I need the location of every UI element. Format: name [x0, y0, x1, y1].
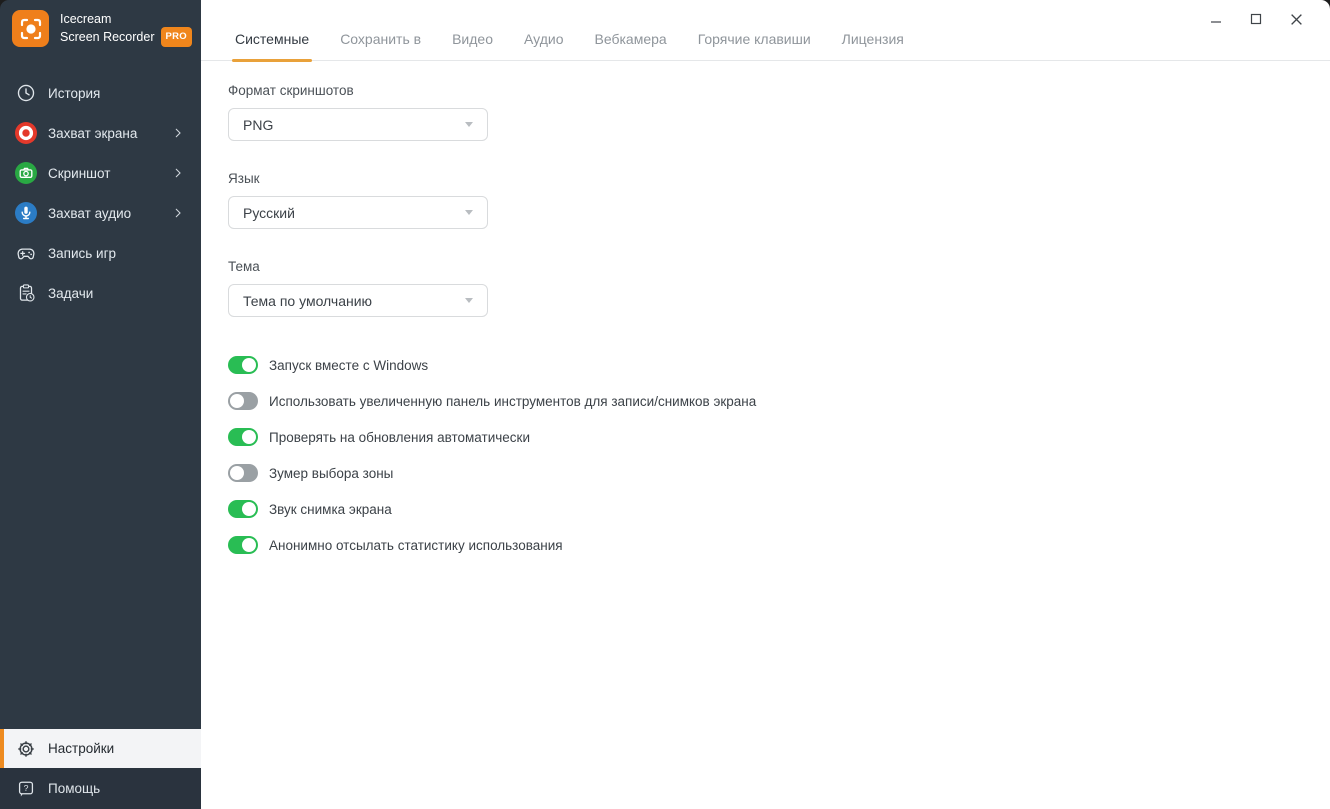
toggle-knob	[230, 466, 244, 480]
screenshot-format-group	[228, 83, 1330, 141]
toggle-label: Использовать увеличенную панель инструментов для записи/снимков экрана	[269, 393, 757, 409]
chevron-down-icon	[465, 122, 473, 127]
sidebar-item-label: Задачи	[48, 285, 94, 301]
screenshot-format-value: PNG	[243, 116, 274, 133]
sidebar-spacer	[0, 313, 201, 729]
toggle-row-screenshot-sound	[228, 491, 1330, 527]
gear-icon	[14, 737, 38, 761]
sidebar-item-label: Захват аудио	[48, 205, 132, 221]
chevron-right-icon	[171, 206, 185, 220]
tab-audio[interactable]: Аудио	[524, 31, 564, 47]
toggle-label: Запуск вместе с Windows	[269, 357, 429, 373]
app-logo-icon	[12, 10, 49, 47]
toggle-knob	[242, 430, 256, 444]
settings-tabbar	[201, 31, 1330, 61]
toggle-switch-big-toolbar[interactable]	[228, 392, 258, 410]
toggle-switch-zone-buzzer[interactable]	[228, 464, 258, 482]
sidebar-item-label: Настройки	[48, 741, 115, 756]
app-title-line1: Icecream	[60, 11, 112, 26]
toggle-knob	[242, 502, 256, 516]
toggle-row-big-toolbar	[228, 383, 1330, 419]
sidebar-item-label: Помощь	[48, 781, 101, 796]
tab-video[interactable]: Видео	[452, 31, 493, 47]
svg-text:?: ?	[23, 782, 29, 793]
toggle-label: Звук снимка экрана	[269, 501, 392, 517]
microphone-icon	[14, 201, 38, 225]
toggle-switch-auto-updates[interactable]	[228, 428, 258, 446]
app-title-line2: Screen Recorder	[60, 29, 155, 44]
chevron-right-icon	[171, 166, 185, 180]
toggle-switch-anonymous-stats[interactable]	[228, 536, 258, 554]
sidebar-item-audio-capture[interactable]	[0, 193, 201, 233]
toggle-row-autostart	[228, 347, 1330, 383]
screenshot-format-select[interactable]	[228, 108, 488, 141]
sidebar-item-tasks[interactable]	[0, 273, 201, 313]
chevron-down-icon	[465, 210, 473, 215]
maximize-button[interactable]	[1236, 6, 1276, 32]
history-clock-icon	[14, 81, 38, 105]
tab-hotkeys[interactable]: Горячие клавиши	[697, 31, 811, 47]
app-logo	[0, 0, 201, 55]
toggle-row-zone-buzzer	[228, 455, 1330, 491]
toggle-switch-screenshot-sound[interactable]	[228, 500, 258, 518]
language-select[interactable]	[228, 196, 488, 229]
window-controls	[1196, 6, 1316, 32]
main-area	[201, 0, 1330, 809]
screenshot-format-label: Формат скриншотов	[228, 83, 354, 98]
sidebar-item-help[interactable]	[0, 768, 201, 809]
app-title	[60, 11, 192, 47]
theme-label: Тема	[228, 259, 260, 274]
chevron-right-icon	[171, 126, 185, 140]
language-value: Русский	[243, 204, 295, 221]
theme-group	[228, 259, 1330, 317]
chevron-down-icon	[465, 298, 473, 303]
tab-license[interactable]: Лицензия	[841, 31, 904, 47]
toggle-list	[228, 347, 1330, 563]
pro-badge: PRO	[161, 27, 193, 47]
toggle-row-anonymous-stats	[228, 527, 1330, 563]
sidebar-item-label: Запись игр	[48, 245, 117, 261]
toggle-label: Проверять на обновления автоматически	[269, 429, 530, 445]
language-group	[228, 171, 1330, 229]
sidebar-nav	[0, 73, 201, 313]
sidebar	[0, 0, 201, 809]
toggle-label: Зумер выбора зоны	[269, 465, 394, 481]
toggle-knob	[230, 394, 244, 408]
sidebar-item-game-recording[interactable]	[0, 233, 201, 273]
sidebar-item-settings[interactable]	[0, 729, 201, 768]
tab-save-to[interactable]: Сохранить в	[340, 31, 422, 47]
sidebar-item-screenshot[interactable]	[0, 153, 201, 193]
record-icon	[14, 121, 38, 145]
toggle-row-auto-updates	[228, 419, 1330, 455]
tasks-icon	[14, 281, 38, 305]
help-icon	[14, 777, 38, 801]
theme-select[interactable]	[228, 284, 488, 317]
toggle-label: Анонимно отсылать статистику использования	[269, 537, 563, 553]
sidebar-item-label: Захват экрана	[48, 125, 138, 141]
close-button[interactable]	[1276, 6, 1316, 32]
sidebar-item-label: История	[48, 85, 101, 101]
sidebar-item-history[interactable]	[0, 73, 201, 113]
toggle-knob	[242, 358, 256, 372]
tab-webcam[interactable]: Вебкамера	[594, 31, 667, 47]
sidebar-item-label: Скриншот	[48, 165, 111, 181]
language-label: Язык	[228, 171, 260, 186]
settings-content	[201, 61, 1330, 563]
screenshot-camera-icon	[14, 161, 38, 185]
tab-system[interactable]: Системные	[235, 31, 309, 60]
toggle-switch-autostart[interactable]	[228, 356, 258, 374]
gamepad-icon	[14, 241, 38, 265]
theme-value: Тема по умолчанию	[243, 292, 373, 309]
sidebar-item-screen-capture[interactable]	[0, 113, 201, 153]
toggle-knob	[242, 538, 256, 552]
minimize-button[interactable]	[1196, 6, 1236, 32]
